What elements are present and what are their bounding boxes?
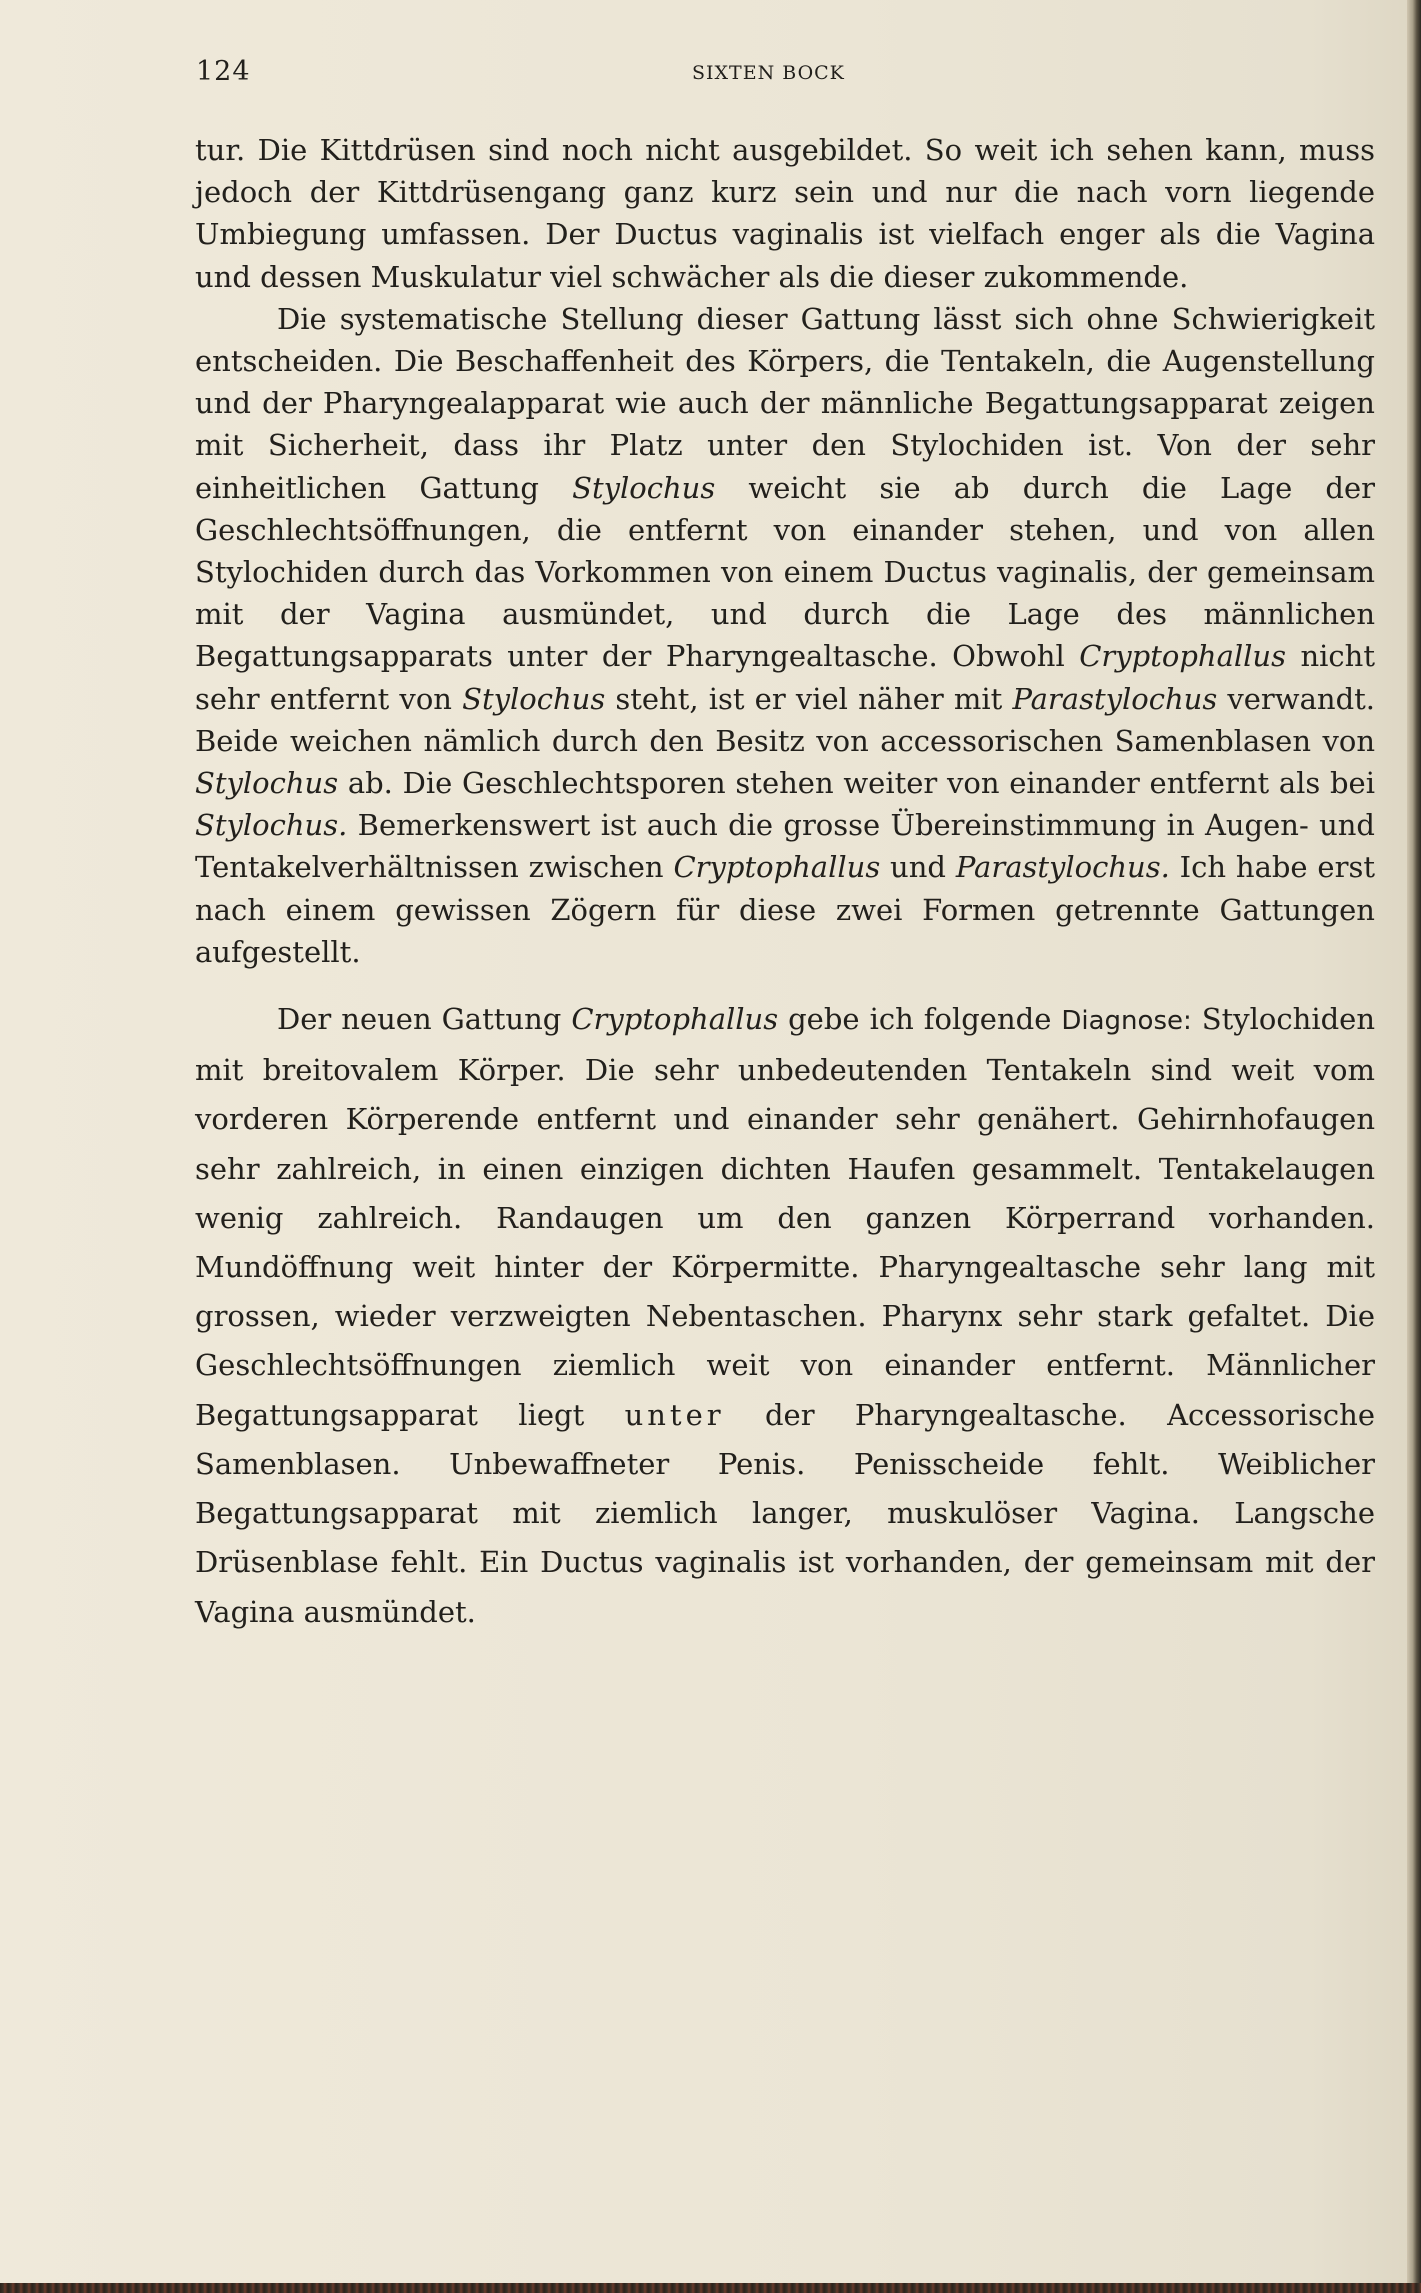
genus-name: Stylochus xyxy=(572,470,716,505)
paragraph-3-text: der Pharyngealtasche. Accessorische Samenblasen. Unbewaffneter Penis. Penisscheide fehlt. Weiblicher Begattungsapparat mit ziemlich langer, muskulöser Vagina. Langsche Drüsenblase fehlt. Ein Ductus vaginalis ist vorhanden, der gemeinsam mit der Vagina ausmündet. xyxy=(195,1397,1375,1629)
genus-name: Cryptophallus xyxy=(1079,639,1286,674)
paragraph-3-diagnosis xyxy=(195,995,1375,1637)
page-header xyxy=(196,56,1376,96)
genus-name: Stylochus xyxy=(462,681,606,716)
paragraph-2-text: weicht sie ab durch die Lage der Geschlechtsöffnungen, die entfernt von einander stehen, und von allen Stylochiden durch das Vorkommen von einem Ductus vaginalis, der gemeinsam mit der Vagina ausmündet, und durch die Lage des männlichen Begattungsapparats unter der Pharyngealtasche. Obwohl xyxy=(195,470,1376,674)
emphasis-spaced: unter xyxy=(624,1397,725,1432)
paragraph-2-text: nicht sehr entfernt von xyxy=(195,639,1376,716)
genus-name: Cryptophallus xyxy=(571,1002,779,1037)
paragraph-2-text: Ich habe erst nach einem gewissen Zögern für diese zwei Formen getrennte Gattungen aufgestellt. xyxy=(195,850,1375,969)
genus-name: Parastylochus. xyxy=(955,850,1170,885)
paragraph-3-text: gebe ich folgende xyxy=(778,1002,1062,1037)
paragraph-1 xyxy=(195,129,1375,298)
paragraph-2-text: und xyxy=(880,850,956,885)
paragraph-2-text: steht, ist er viel näher mit xyxy=(605,681,1013,716)
paragraph-3-text: Stylochiden mit breitovalem Körper. Die sehr unbedeutenden Tentakeln sind weit vom vorderen Körperende entfernt und einander sehr genähert. Gehirnhofaugen sehr zahlreich, in einen einzigen dichten Haufen gesammelt. Tentakelaugen wenig zahlreich. Randaugen um den ganzen Körperrand vorhanden. Mundöffnung weit hinter der Körpermitte. Pharyngealtasche sehr lang mit grossen, wieder verzweigten Nebentaschen. Pharynx sehr stark gefaltet. Die Geschlechtsöffnungen ziemlich weit von einander entfernt. Männlicher Begattungsapparat liegt xyxy=(195,1002,1375,1432)
paragraph-2-text: Die systematische Stellung dieser Gattung lässt sich ohne Schwierigkeit entscheiden. Die Beschaffenheit des Körpers, die Tentakeln, die Augenstellung und der Pharyngealapparat wie auch der männliche Begattungsapparat zeigen mit Sicherheit, dass ihr Platz unter den Stylochiden ist. Von der sehr einheitlichen Gattung xyxy=(195,301,1375,505)
paragraph-2-text: verwandt. Beide weichen nämlich durch den Besitz von accessorischen Samenblasen von xyxy=(195,681,1376,758)
paragraph-2 xyxy=(195,298,1375,973)
body-text xyxy=(195,129,1375,1637)
genus-name: Parastylochus xyxy=(1012,681,1218,716)
paragraph-1-text: tur. Die Kittdrüsen sind noch nicht ausgebildet. So weit ich sehen kann, muss jedoch der Kittdrüsengang ganz kurz sein und nur die nach vorn liegende Umbiegung umfassen. Der Ductus vaginalis ist vielfach enger als die Vagina und dessen Muskulatur viel schwächer als die dieser zukommende. xyxy=(195,133,1375,294)
genus-name: Stylochus xyxy=(195,766,339,801)
page-edge-bottom xyxy=(0,2283,1421,2293)
page-number: 124 xyxy=(196,56,251,87)
genus-name: Cryptophallus xyxy=(673,850,881,885)
page-edge-right xyxy=(1407,0,1421,2293)
paragraph-2-text: ab. Die Geschlechtsporen stehen weiter von einander entfernt als bei xyxy=(338,766,1375,801)
diagnose-label: Diagnose: xyxy=(1061,1006,1192,1037)
genus-name: Stylochus. xyxy=(195,808,348,843)
running-head: SIXTEN BOCK xyxy=(692,62,845,84)
paragraph-2-text: Bemerkenswert ist auch die grosse Übereinstimmung in Augen- und Tentakelverhältnissen zwischen xyxy=(195,808,1375,885)
paragraph-3-text: Der neuen Gattung xyxy=(277,1002,572,1037)
